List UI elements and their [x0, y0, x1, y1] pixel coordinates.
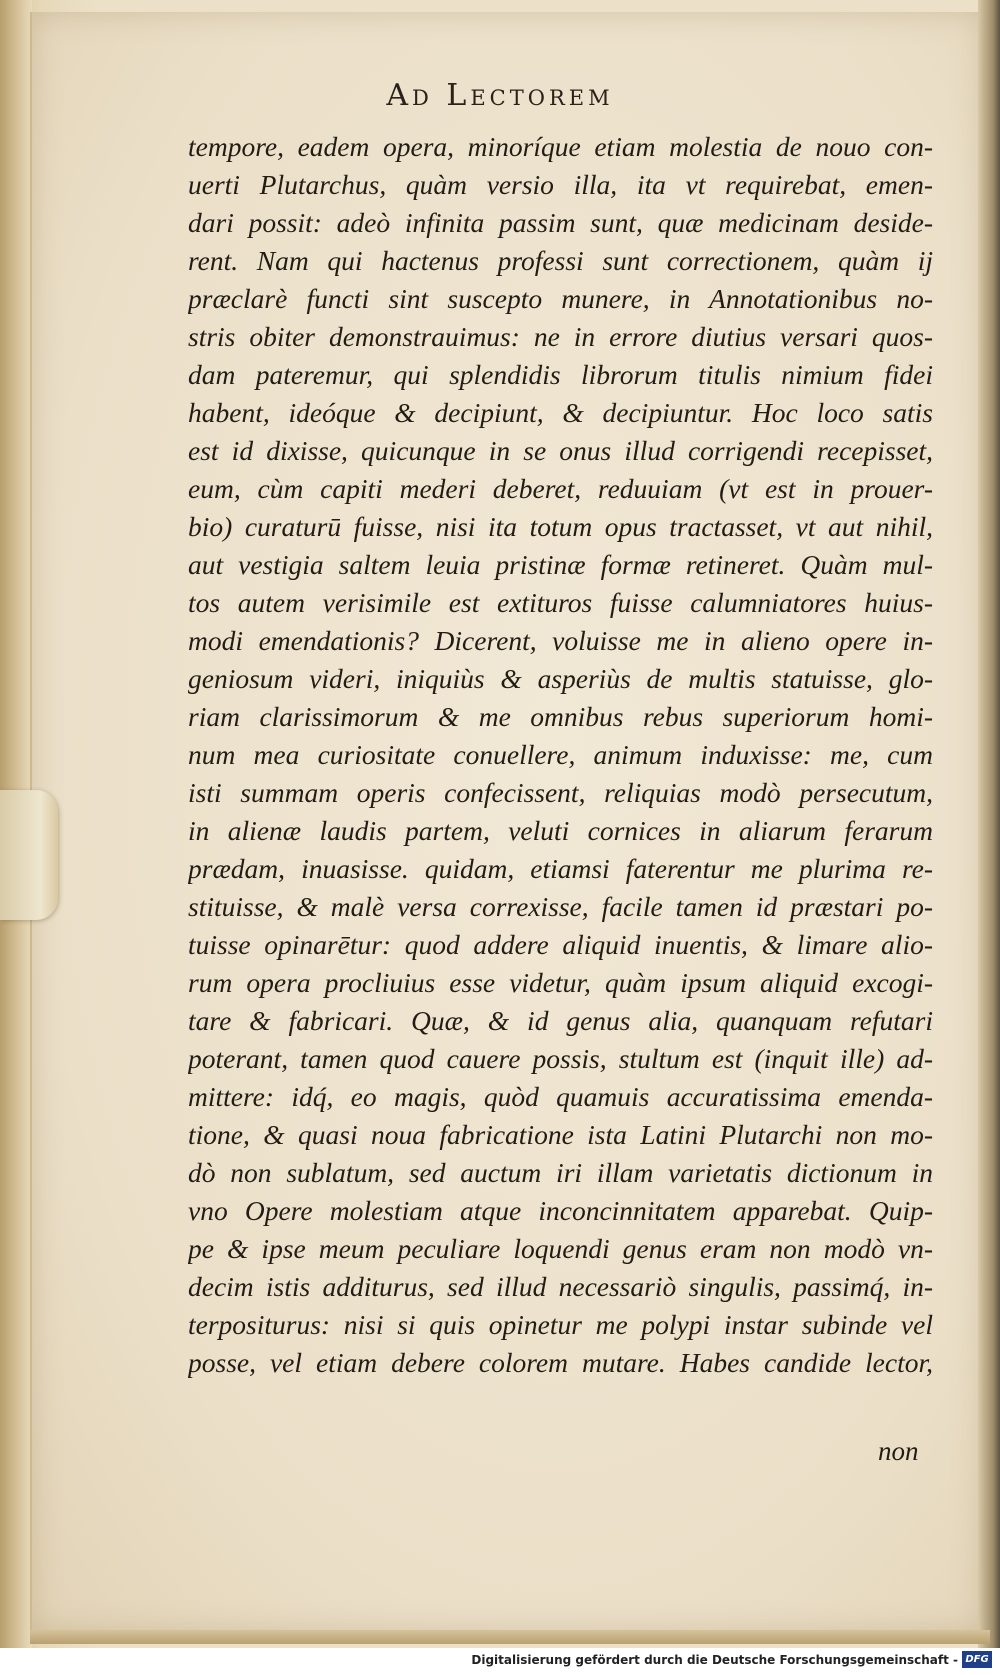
text-line: num mea curiositate conuellere, animum induxisse: me, cum: [188, 739, 933, 770]
running-head: Ad Lectorem: [386, 78, 614, 113]
text-line: tuisse opinarētur: quod addere aliquid inuentis, & limare alio-: [188, 929, 933, 960]
body-text: [188, 128, 933, 1382]
text-line: mittere: idq́, eo magis, quòd quamuis accuratissima emenda-: [188, 1081, 933, 1112]
text-line: tos autem verisimile est extituros fuisse calumniatores huius-: [188, 587, 933, 618]
text-line: modi emendationis? Dicerent, voluisse me in alieno opere in-: [188, 625, 933, 656]
text-line: riam clarissimorum & me omnibus rebus superiorum homi-: [188, 701, 933, 732]
text-line: terpositurus: nisi si quis opinetur me polypi instar subinde vel: [188, 1309, 933, 1340]
text-line: dam pateremur, qui splendidis librorum titulis nimium fidei: [188, 359, 933, 390]
text-line: tare & fabricari. Quæ, & id genus alia, quanquam refutari: [188, 1005, 933, 1036]
text-line: stris obiter demonstrauimus: ne in errore diutius versari quos-: [188, 321, 933, 352]
text-line: est id dixisse, quicunque in se onus illud corrigendi recepisset,: [188, 435, 933, 466]
binding-clasp: [0, 790, 58, 920]
dfg-logo-icon: DFG: [962, 1651, 992, 1668]
text-line: rum opera procliuius esse videtur, quàm ipsum aliquid excogi-: [188, 967, 933, 998]
text-line: bio) curaturū fuisse, nisi ita totum opus tractasset, vt aut nihil,: [188, 511, 933, 542]
catchword: non: [878, 1436, 919, 1466]
text-line: dari possit: adeò infinita passim sunt, quæ medicinam deside-: [188, 207, 933, 238]
funding-credit: Digitalisierung gefördert durch die Deutsche Forschungsgemeinschaft -: [471, 1653, 958, 1667]
page-right-edge: [978, 0, 1000, 1648]
text-line: aut vestigia saltem leuia pristinæ formæ retineret. Quàm mul-: [188, 549, 933, 580]
text-line: tempore, eadem opera, minoríque etiam molestia de nouo con-: [188, 131, 933, 162]
digitization-footer: [0, 1648, 1000, 1675]
text-line: præclarè functi sint suscepto munere, in Annotationibus no-: [188, 283, 933, 314]
text-line: decim istis additurus, sed illud necessariò singulis, passimq́, in-: [188, 1271, 933, 1302]
text-line: prædam, inuasisse. quidam, etiamsi faterentur me plurima re-: [188, 853, 933, 884]
text-line: poterant, tamen quod cauere possis, stultum est (inquit ille) ad-: [188, 1043, 933, 1074]
text-line: uerti Plutarchus, quàm versio illa, ita vt requirebat, emen-: [188, 169, 933, 200]
text-line: habent, ideóque & decipiunt, & decipiuntur. Hoc loco satis: [188, 397, 933, 428]
text-line: posse, vel etiam debere colorem mutare. Habes candide lector,: [188, 1347, 933, 1378]
text-line: vno Opere molestiam atque inconcinnitatem apparebat. Quip-: [188, 1195, 933, 1226]
text-line: tione, & quasi noua fabricatione ista Latini Plutarchi non mo-: [188, 1119, 933, 1150]
text-line: dò non sublatum, sed auctum iri illam varietatis dictionum in: [188, 1157, 933, 1188]
text-line: stituisse, & malè versa correxisse, facile tamen id præstari po-: [188, 891, 933, 922]
text-line: in alienæ laudis partem, veluti cornices in aliarum ferarum: [188, 815, 933, 846]
page-bottom-edge: [30, 1630, 990, 1644]
text-line: eum, cùm capiti mederi deberet, reduuiam (vt est in prouer-: [188, 473, 933, 504]
text-line: geniosum videri, iniquiùs & asperiùs de multis statuisse, glo-: [188, 663, 933, 694]
text-line: isti summam operis confecissent, reliquias modò persecutum,: [188, 777, 933, 808]
text-line: pe & ipse meum peculiare loquendi genus eram non modò vn-: [188, 1233, 933, 1264]
text-line: rent. Nam qui hactenus professi sunt correctionem, quàm ij: [188, 245, 933, 276]
